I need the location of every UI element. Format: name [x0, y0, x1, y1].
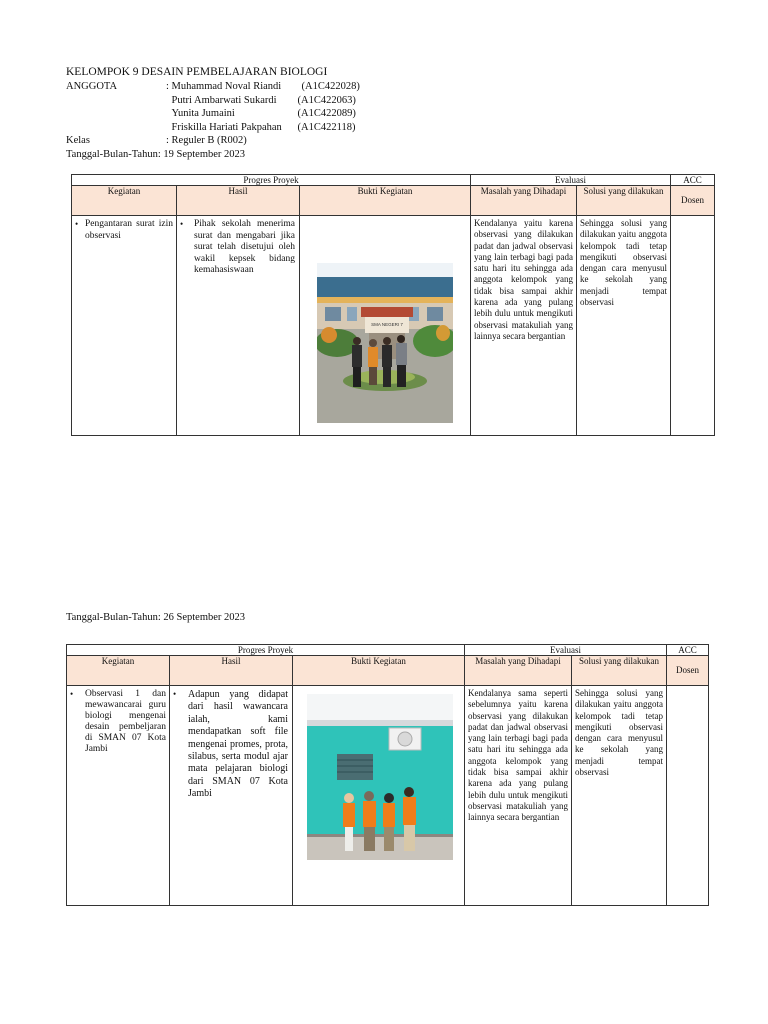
- member-name: Muhammad Noval Riandi: [171, 81, 282, 92]
- masalah-text: Kendalanya sama seperti sebelumnya yaitu karena observasi yang dilakukan padat dan jadwal observasi yang lain terbagi bagi pada satu hari itu sehingga ada anggota kelompok yang tidak bisa sampai akhir karena ada yang pulang lebih dulu untuk mengikuti observasi matakuliah yang lainnya secara bergantian: [468, 688, 568, 823]
- hasil-cell: • Pihak sekolah menerima surat dan mengabari jika surat telah disetujui oleh wakil kepsek bidang kemahasiswaan: [177, 216, 300, 436]
- masalah-cell: [471, 216, 577, 436]
- activity-photo: [307, 694, 453, 860]
- sign-text: SMA NEGERI 7: [371, 322, 403, 327]
- table-row: [67, 686, 709, 906]
- kegiatan-header: Kegiatan: [67, 656, 170, 686]
- kelas-label: Kelas: [66, 135, 90, 146]
- member-name: Yunita Jumaini: [171, 108, 235, 119]
- progress-table-1: [71, 174, 715, 436]
- bukti-cell: [293, 686, 465, 906]
- anggota-label: ANGGOTA: [66, 81, 118, 92]
- progres-proyek-header: Progres Proyek: [72, 175, 471, 186]
- activity-photo: [317, 263, 453, 423]
- masalah-header: Masalah yang Dihadapi: [465, 656, 572, 686]
- solusi-text: Sehingga solusi yang dilakukan yaitu anggota kelompok tadi tetap mengikuti observasi dengan cara menyusul ke sekolah yang menjadi tempat observasi: [580, 218, 667, 308]
- member-name: Putri Ambarwati Sukardi: [171, 94, 277, 106]
- kelas-value: : Reguler B (R002): [166, 135, 247, 146]
- kegiatan-cell: • Observasi 1 dan mewawancarai guru biologi mengenai desain pembeljaran di SMAN 07 Kota Jambi: [67, 686, 170, 906]
- evaluasi-header: Evaluasi: [471, 175, 671, 186]
- masalah-header: Masalah yang Dihadapi: [471, 186, 577, 216]
- hasil-text: Adapun yang didapat dari hasil wawancara ialah, kami mendapatkan soft file mengenai promes, prota, silabus, serta modul ajar mata pelajaran biologi dari SMAN 07 Kota Jambi: [188, 689, 288, 800]
- table-row: [72, 216, 715, 436]
- hasil-text: Pihak sekolah menerima surat dan mengabari jika surat telah disetujui oleh wakil kepsek bidang kemahasiswaan: [194, 219, 295, 276]
- progress-table-2: [66, 644, 709, 906]
- bukti-cell: [300, 216, 471, 436]
- kelas-row: [66, 134, 247, 148]
- kegiatan-text: Observasi 1 dan mewawancarai guru biologi mengenai desain pembeljaran di SMAN 07 Kota Jambi: [85, 689, 166, 754]
- solusi-header: Solusi yang dilakukan: [572, 656, 667, 686]
- member-row-2: [66, 94, 356, 108]
- acc-header: ACC: [671, 175, 715, 186]
- kegiatan-text: Pengantaran surat izin observasi: [85, 219, 173, 241]
- kegiatan-header: Kegiatan: [72, 186, 177, 216]
- member-nim: (A1C422028): [301, 81, 360, 92]
- tanggal-row-2: Tanggal-Bulan-Tahun: 26 September 2023: [66, 612, 246, 623]
- member-row-3: [66, 107, 356, 121]
- solusi-cell: [577, 216, 671, 436]
- member-row-4: [66, 121, 356, 135]
- bukti-header: Bukti Kegiatan: [300, 186, 471, 216]
- tanggal-label: Tanggal-Bulan-Tahun: [66, 148, 158, 160]
- solusi-header: Solusi yang dilakukan: [577, 186, 671, 216]
- acc-header: ACC: [667, 645, 709, 656]
- kegiatan-cell: • Pengantaran surat izin observasi: [72, 216, 177, 436]
- hasil-header: Hasil: [177, 186, 300, 216]
- bukti-header: Bukti Kegiatan: [293, 656, 465, 686]
- solusi-cell: [572, 686, 667, 906]
- acc-dosen-cell: [667, 686, 709, 906]
- member-nim: (A1C422089): [297, 108, 356, 119]
- masalah-text: Kendalanya yaitu karena observasi yang dilakukan padat dan jadwal observasi yang lain terbagi bagi pada satu hari itu sehingga ada anggota kelompok yang tidak bisa sampai akhir karena ada yang pulang lebih dulu untuk mengikuti observasi matakuliah yang lainnya secara bergantian: [474, 218, 573, 341]
- document-title: KELOMPOK 9 DESAIN PEMBELAJARAN BIOLOGI: [66, 66, 328, 78]
- tanggal-value: : 19 September 2023: [157, 148, 246, 160]
- tanggal-row: [66, 148, 245, 162]
- progres-proyek-header: Progres Proyek: [67, 645, 465, 656]
- member-row-1: ANGGOTA : Muhammad Noval Riandi (A1C422028): [66, 81, 360, 92]
- evaluasi-header: Evaluasi: [465, 645, 667, 656]
- member-name: Friskilla Hariati Pakpahan: [171, 121, 282, 133]
- member-nim: (A1C422118): [297, 121, 356, 133]
- masalah-cell: [465, 686, 572, 906]
- hasil-header: Hasil: [170, 656, 293, 686]
- dosen-header: Dosen: [671, 186, 715, 216]
- dosen-header: Dosen: [667, 656, 709, 686]
- solusi-text: Sehingga solusi yang dilakukan yaitu anggota kelompok tadi tetap mengikuti observasi dengan cara menyusul ke sekolah yang menjadi tempat observasi: [575, 688, 663, 778]
- member-nim: (A1C422063): [297, 94, 356, 106]
- acc-dosen-cell: [671, 216, 715, 436]
- hasil-cell: • Adapun yang didapat dari hasil wawancara ialah, kami mendapatkan soft file mengenai promes, prota, silabus, serta modul ajar mata pelajaran biologi dari SMAN 07 Kota Jambi: [170, 686, 293, 906]
